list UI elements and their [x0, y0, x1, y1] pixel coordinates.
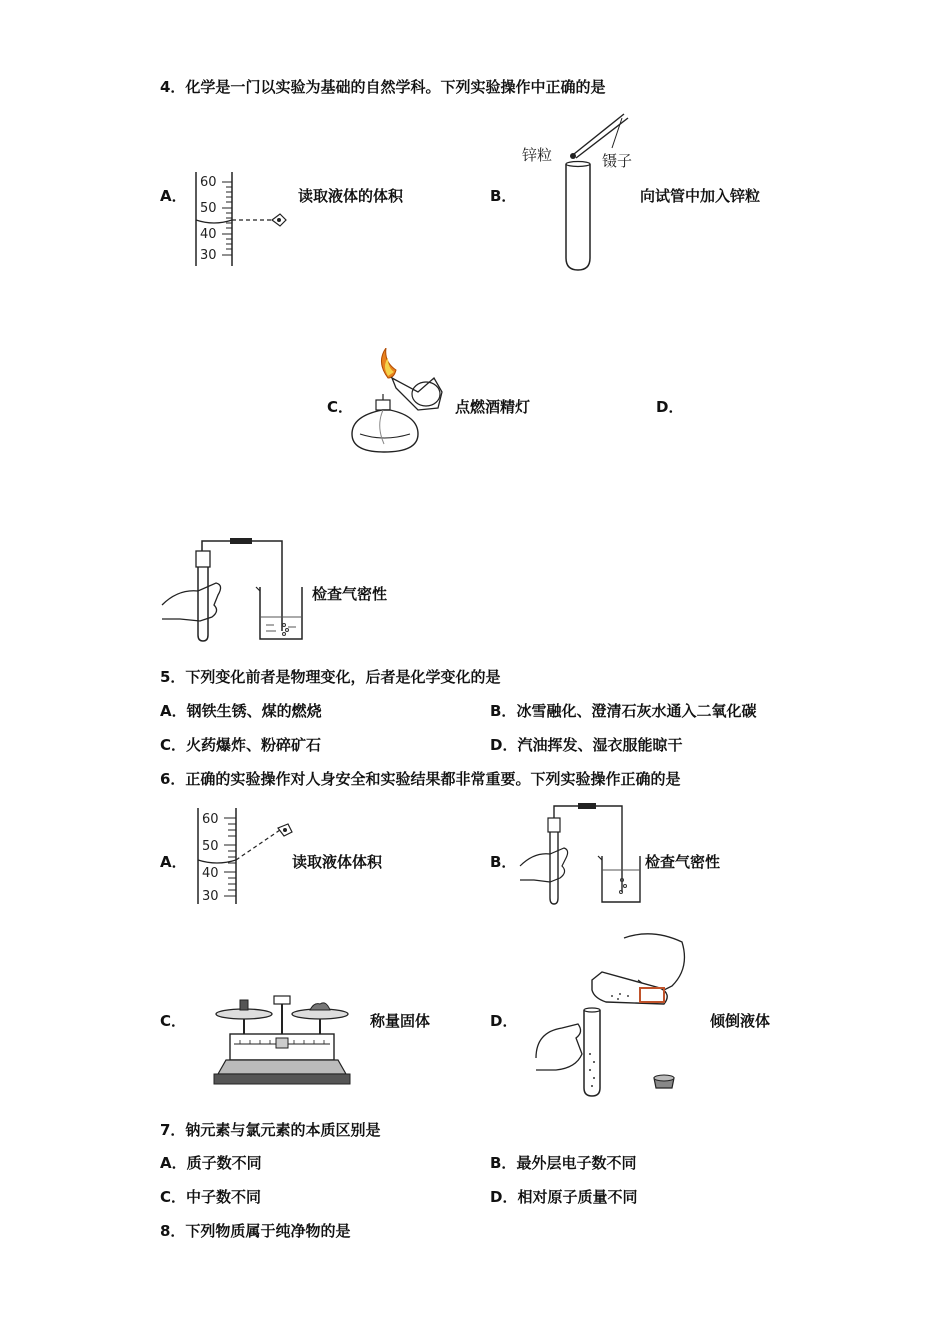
q4-option-b-letter[interactable]: B． [490, 187, 517, 205]
hand-icon [162, 583, 221, 621]
q5-option-d[interactable]: D．汽油挥发、湿衣服能晾干 [490, 736, 683, 754]
rubber-stopper [548, 818, 560, 832]
alcohol-lamp-body [352, 410, 418, 452]
test-tube-mouth [584, 1008, 600, 1012]
cylinder-scale-ticks [222, 182, 232, 255]
tick-label-50: 50 [202, 839, 219, 854]
tick-label-40: 40 [202, 866, 219, 881]
rubber-hose [230, 538, 252, 544]
tick-label-60: 60 [200, 175, 217, 190]
balance-pointer-top [274, 996, 290, 1004]
rider-weight [276, 1038, 288, 1048]
graduated-cylinder-overhead-figure [192, 804, 296, 908]
hand-icon [520, 848, 568, 882]
q7-option-d[interactable]: D．相对原子质量不同 [490, 1188, 638, 1206]
q8-stem: 8．下列物质属于纯净物的是 [160, 1222, 351, 1240]
q4-option-a-caption: 读取液体的体积 [298, 187, 404, 205]
q6-option-a-caption: 读取液体体积 [292, 853, 383, 871]
q4-option-b-caption: 向试管中加入锌粒 [640, 187, 761, 205]
q4-option-d-letter[interactable]: D． [656, 398, 684, 416]
airtightness-check-figure [160, 535, 310, 647]
q4-stem: 4．化学是一门以实验为基础的自然学科。下列实验操作中正确的是 [160, 78, 606, 96]
rubber-hose [578, 803, 596, 809]
alcohol-lamp-lighting-figure [348, 348, 450, 456]
balance-base [214, 1074, 350, 1084]
q5-stem: 5．下列变化前者是物理变化，后者是化学变化的是 [160, 668, 501, 686]
q5-option-a[interactable]: A．钢铁生锈、煤的燃烧 [160, 702, 322, 720]
q6-option-d-letter[interactable]: D． [490, 1012, 518, 1030]
tick-label-60: 60 [202, 812, 219, 827]
q6-option-d-caption: 倾倒液体 [710, 1012, 771, 1030]
q6-option-a-letter[interactable]: A． [160, 853, 187, 871]
tray-balance-figure [210, 990, 354, 1090]
tick-label-30: 30 [200, 248, 217, 263]
q7-stem: 7．钠元素与氯元素的本质区别是 [160, 1121, 381, 1139]
test-tube-zinc-figure [518, 108, 638, 273]
cylinder-scale-ticks [224, 818, 236, 896]
tick-label-40: 40 [200, 227, 217, 242]
q7-option-b[interactable]: B．最外层电子数不同 [490, 1154, 637, 1172]
graduated-cylinder-eye-level-figure [190, 168, 290, 270]
q4-option-c-caption: 点燃酒精灯 [455, 398, 531, 416]
sight-line [236, 830, 280, 860]
zinc-label: 锌粒 [522, 146, 553, 164]
q5-option-b[interactable]: B．冰雪融化、澄清石灰水通入二氧化碳 [490, 702, 757, 720]
receiving-test-tube [584, 1010, 600, 1096]
q4-option-d-caption: 检查气密性 [312, 585, 388, 603]
solid-sample-on-right-pan [310, 1003, 330, 1010]
tick-label-50: 50 [200, 201, 217, 216]
q6-option-c-caption: 称量固体 [370, 1012, 431, 1030]
rubber-stopper [196, 551, 210, 567]
q6-option-b-caption: 检查气密性 [645, 853, 721, 871]
lamp-wick-holder [376, 400, 390, 410]
q6-option-b-letter[interactable]: B． [490, 853, 517, 871]
q6-option-c-letter[interactable]: C． [160, 1012, 187, 1030]
zinc-granule [570, 153, 576, 159]
weight-on-left-pan [240, 1000, 248, 1010]
q4-option-c-letter[interactable]: C． [327, 398, 354, 416]
q4-option-a-letter[interactable]: A． [160, 187, 187, 205]
balance-base-top [218, 1060, 346, 1074]
q6-stem: 6．正确的实验操作对人身安全和实验结果都非常重要。下列实验操作正确的是 [160, 770, 681, 788]
q7-option-a[interactable]: A．质子数不同 [160, 1154, 262, 1172]
test-tube-body [566, 164, 590, 270]
holding-hand-icon [536, 1024, 582, 1070]
test-tube-mouth [566, 162, 590, 167]
tilted-lamp-burner [392, 378, 442, 410]
tick-label-30: 30 [202, 889, 219, 904]
pouring-liquid-figure [532, 928, 694, 1100]
q7-option-c[interactable]: C．中子数不同 [160, 1188, 262, 1206]
airtightness-check-figure-2 [518, 800, 646, 908]
q5-option-c[interactable]: C．火药爆炸、粉碎矿石 [160, 736, 322, 754]
tweezers-label: 镊子 [602, 152, 633, 170]
